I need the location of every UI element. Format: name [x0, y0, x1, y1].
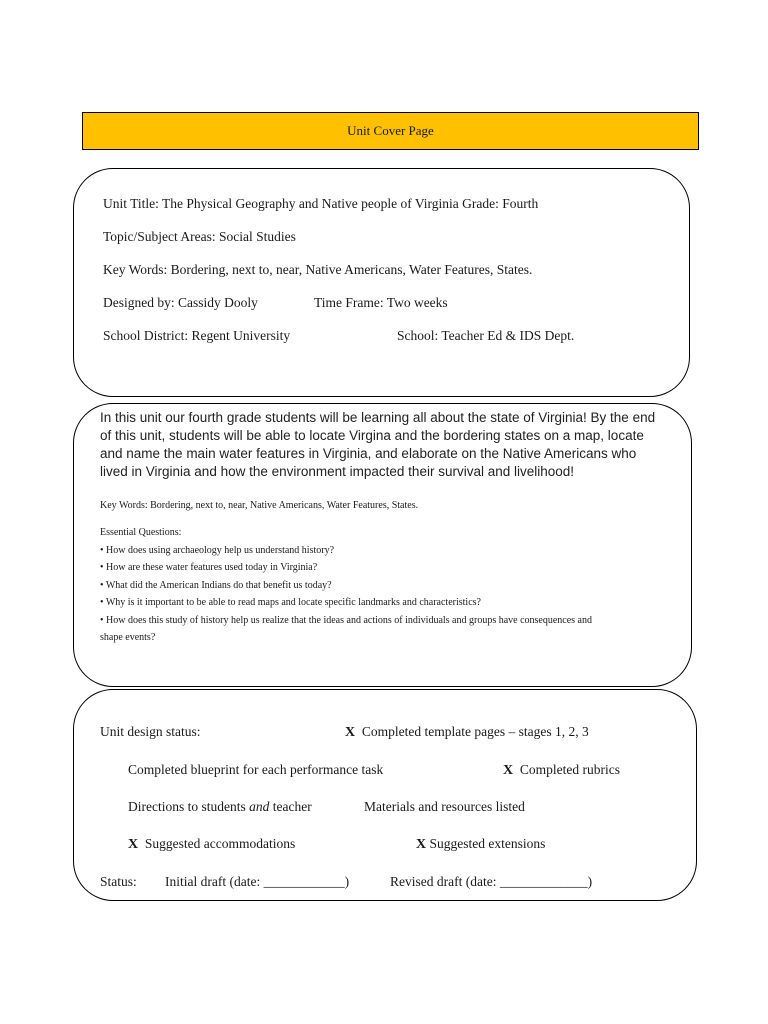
- extensions-checklist-item: [416, 836, 545, 853]
- question-item: • How are these water features used today in Virginia?: [100, 562, 318, 573]
- summary-paragraph: In this unit our fourth grade students will be learning all about the state of Virginia! By the end of this unit, students will be able to locate Virgina and the bordering states on a map, locate and name the main water features in Virginia, and elaborate on the Native Americans who lived in Virginia and how the environment impacted their survival and livelihood!: [100, 410, 656, 479]
- essential-questions-heading: Essential Questions:: [100, 527, 182, 538]
- materials-item: Materials and resources listed: [364, 799, 525, 814]
- check-mark: X: [416, 837, 427, 852]
- check-mark: X: [128, 837, 139, 852]
- rubrics-label: Completed rubrics: [519, 762, 620, 777]
- topic-subject-areas: Topic/Subject Areas: Social Studies: [103, 229, 296, 244]
- question-item: • How does this study of history help us realize that the ideas and actions of individuals and groups have consequences and: [100, 614, 592, 626]
- designed-by: Designed by: Cassidy Dooly: [103, 295, 258, 310]
- question-item: • What did the American Indians do that benefit us today?: [100, 579, 332, 591]
- essential-questions-list: [100, 524, 670, 647]
- key-words: Key Words: Bordering, next to, near, Native Americans, Water Features, States.: [103, 262, 533, 277]
- initial-draft: Initial draft (date: ____________): [165, 874, 350, 889]
- question-item: • Why is it important to be able to read maps and locate specific landmarks and characteristics?: [100, 597, 481, 608]
- unit-design-status-label: Unit design status:: [100, 724, 201, 739]
- question-item: • How does using archaeology help us understand history?: [100, 544, 335, 556]
- directions-teacher: teacher: [269, 799, 312, 814]
- question-item: shape events?: [100, 632, 156, 643]
- unit-design-status-box: [73, 689, 697, 901]
- templates-checklist-item: [345, 724, 589, 741]
- revised-draft: Revised draft (date: _____________): [390, 874, 593, 889]
- check-mark: X: [345, 725, 356, 740]
- check-mark: X: [503, 763, 514, 778]
- rubrics-checklist-item: [503, 762, 620, 779]
- blueprint-item: Completed blueprint for each performance task: [128, 762, 384, 777]
- summary-key-words: Key Words: Bordering, next to, near, Native Americans, Water Features, States.: [100, 500, 419, 511]
- unit-cover-page-header: [82, 112, 699, 150]
- directions-item: [128, 799, 312, 815]
- directions-and: and: [249, 799, 270, 814]
- school-district: School District: Regent University: [103, 328, 291, 343]
- time-frame: Time Frame: Two weeks: [314, 295, 448, 310]
- accommodations-label: Suggested accommodations: [144, 836, 296, 851]
- templates-label: Completed template pages – stages 1, 2, 3: [361, 724, 589, 739]
- page-title: Unit Cover Page: [347, 123, 434, 138]
- school: School: Teacher Ed & IDS Dept.: [397, 328, 575, 343]
- extensions-label: Suggested extensions: [429, 836, 546, 851]
- accommodations-checklist-item: [128, 836, 295, 853]
- status-label: Status:: [100, 874, 137, 889]
- unit-title: Unit Title: The Physical Geography and Native people of Virginia Grade: Fourth: [103, 196, 539, 211]
- directions-text: Directions to students: [128, 799, 250, 814]
